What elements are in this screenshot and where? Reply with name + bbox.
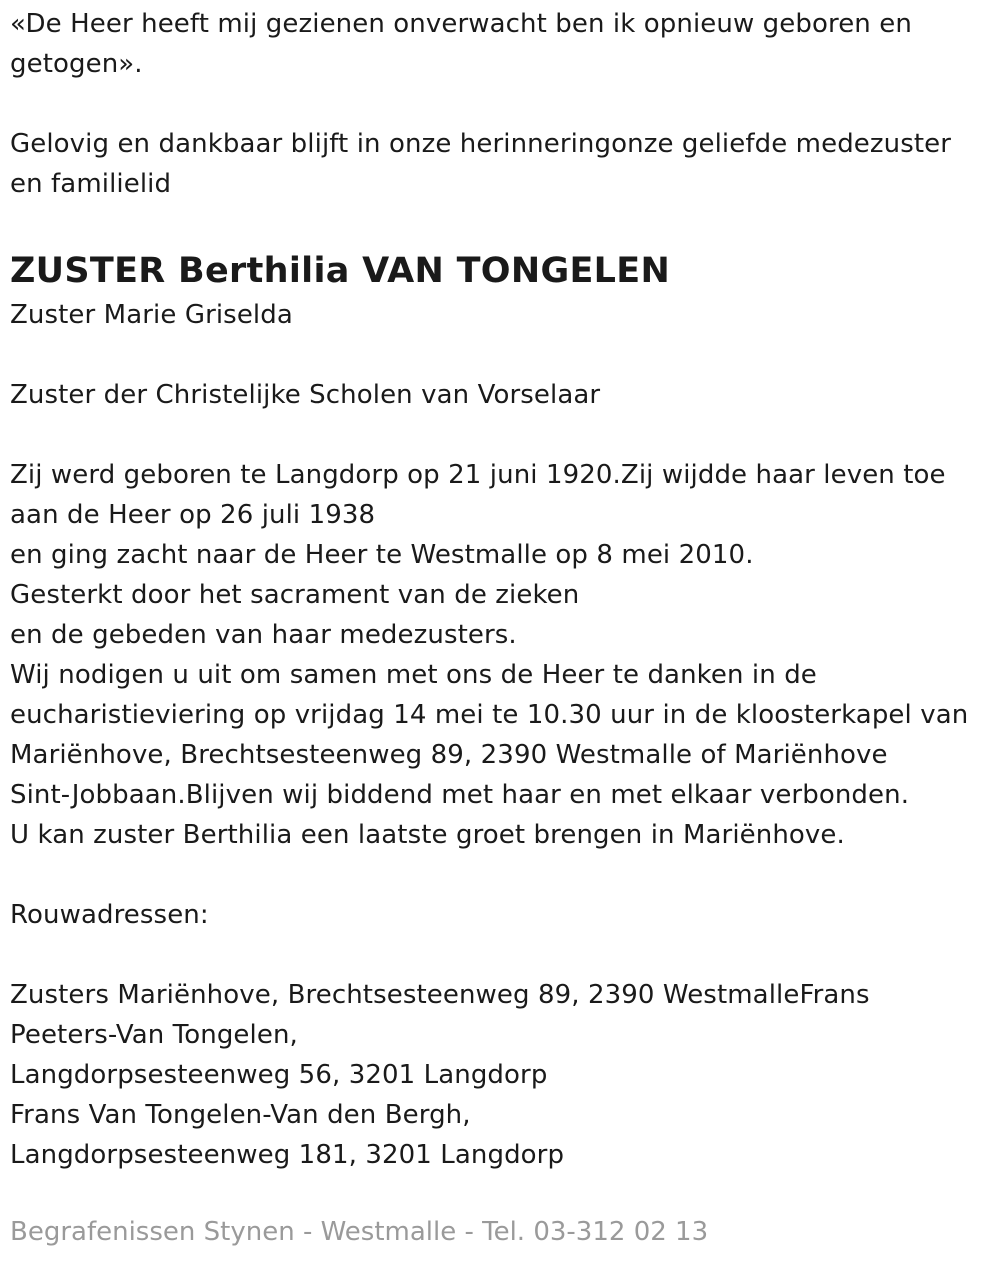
address-line: Langdorpsesteenweg 56, 3201 Langdorp: [10, 1060, 548, 1090]
address-line: Frans Van Tongelen-Van den Bergh,: [10, 1100, 471, 1130]
body-line: en ging zacht naar de Heer te Westmalle op 8 mei 2010.: [10, 540, 754, 570]
body-line: Zij werd geboren te Langdorp op 21 juni 1920.Zij wijdde haar leven toe: [10, 460, 946, 490]
congregation: Zuster der Christelijke Scholen van Vorselaar: [10, 380, 601, 410]
quote-block: [10, 4, 985, 84]
spacer: [10, 855, 985, 895]
body-line: Wij nodigen u uit om samen met ons de Heer te danken in de: [10, 660, 817, 690]
quote-line: «De Heer heeft mij gezienen onverwacht ben ik opnieuw geboren en: [10, 9, 912, 39]
spacer: [10, 935, 985, 975]
spacer: [10, 415, 985, 455]
body-line: en de gebeden van haar medezusters.: [10, 620, 517, 650]
funeral-home-footer: Begrafenissen Stynen - Westmalle - Tel. 03-312 02 13: [10, 1217, 709, 1247]
address-line: Langdorpsesteenweg 181, 3201 Langdorp: [10, 1140, 565, 1170]
announcement-body: [10, 455, 985, 855]
spacer: [10, 204, 985, 244]
intro-block: [10, 124, 985, 204]
obituary-document: [10, 4, 985, 1175]
deceased-name: ZUSTER Berthilia VAN TONGELEN: [10, 251, 671, 291]
spacer: [10, 335, 985, 375]
address-line: Peeters-Van Tongelen,: [10, 1020, 298, 1050]
body-line: aan de Heer op 26 juli 1938: [10, 500, 376, 530]
intro-line: Gelovig en dankbaar blijft in onze herinneringonze geliefde medezuster: [10, 129, 952, 159]
body-line: Sint-Jobbaan.Blijven wij biddend met haar en met elkaar verbonden.: [10, 780, 910, 810]
address-line: Zusters Mariënhove, Brechtsesteenweg 89, 2390 WestmalleFrans: [10, 980, 870, 1010]
body-line: Mariënhove, Brechtsesteenweg 89, 2390 Westmalle of Mariënhove: [10, 740, 888, 770]
addresses-heading: Rouwadressen:: [10, 900, 209, 930]
religious-name: Zuster Marie Griselda: [10, 300, 293, 330]
quote-line: getogen».: [10, 49, 143, 79]
body-line: U kan zuster Berthilia een laatste groet brengen in Mariënhove.: [10, 820, 845, 850]
intro-line: en familielid: [10, 169, 172, 199]
addresses-list: [10, 975, 985, 1175]
body-line: Gesterkt door het sacrament van de zieken: [10, 580, 580, 610]
spacer: [10, 84, 985, 124]
body-line: eucharistieviering op vrijdag 14 mei te 10.30 uur in de kloosterkapel van: [10, 700, 969, 730]
